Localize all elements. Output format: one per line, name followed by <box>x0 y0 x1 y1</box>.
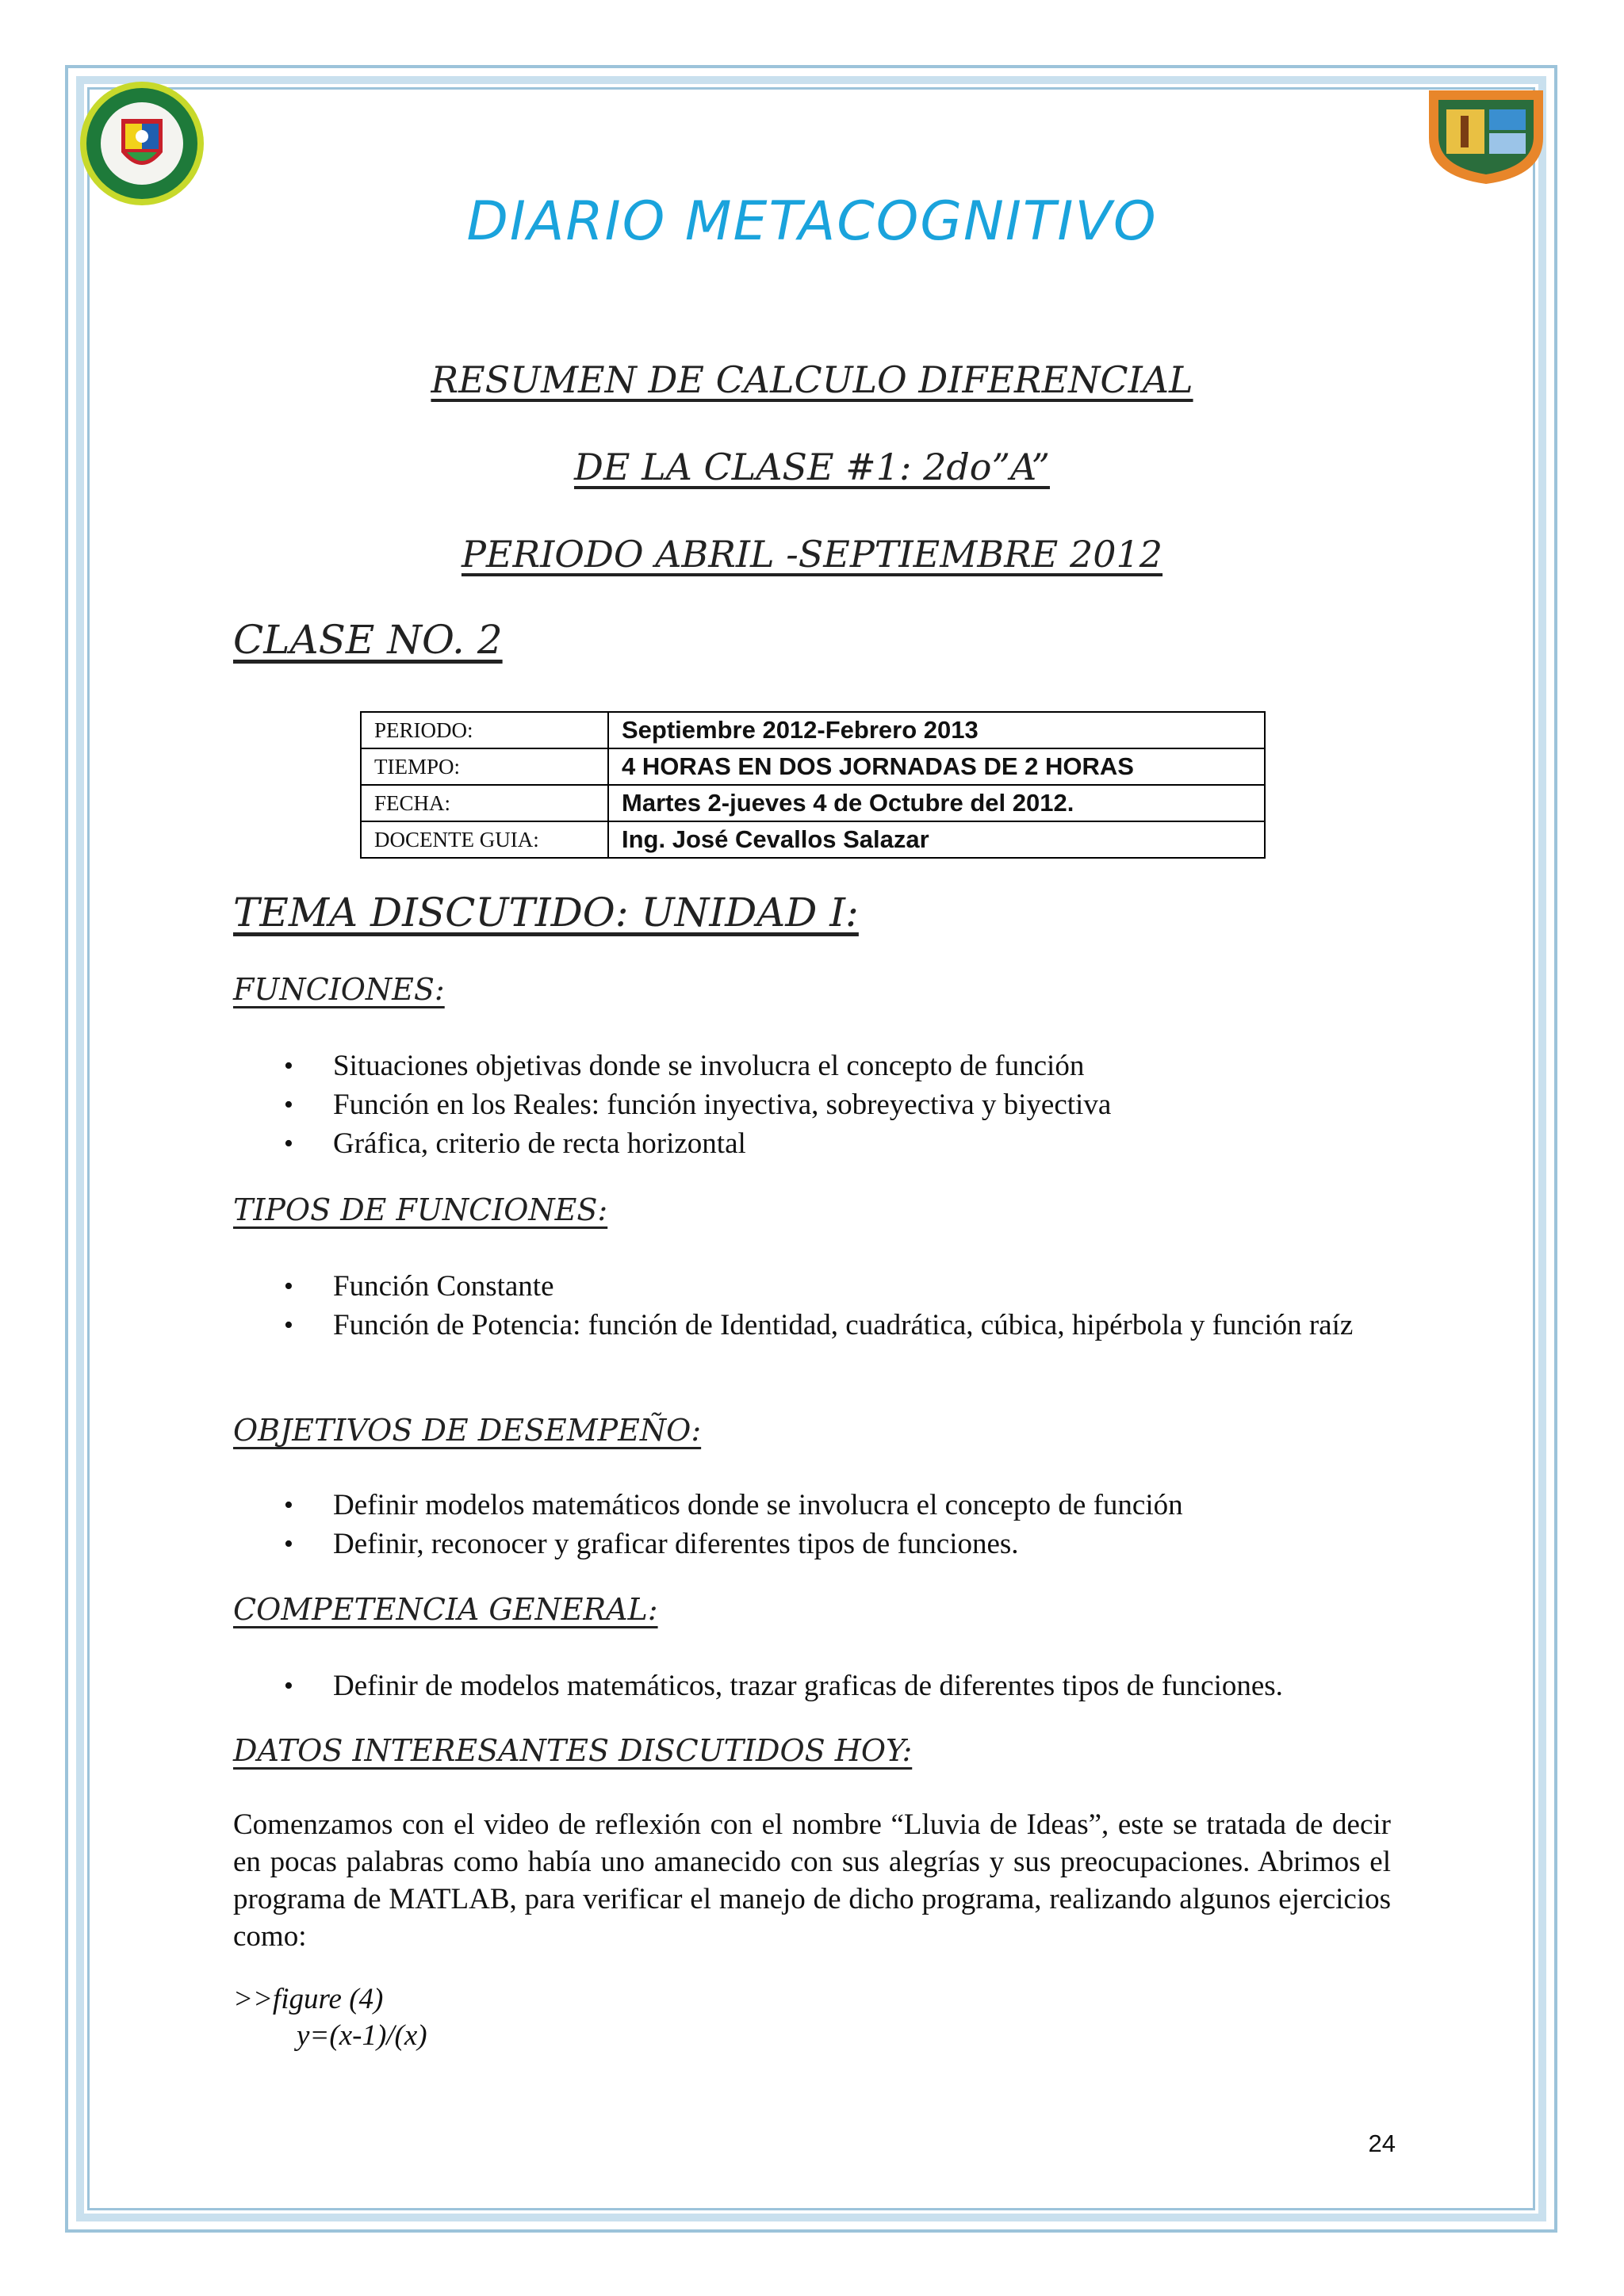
document-title: DIARIO METACOGNITIVO <box>466 190 1158 253</box>
code-line: >>figure (4) <box>233 1983 384 2015</box>
tipos-list <box>233 1267 1391 1345</box>
list-item <box>233 1267 1391 1306</box>
row-value: Martes 2-jueves 4 de Octubre del 2012. <box>608 785 1265 821</box>
tipos-heading: TIPOS DE FUNCIONES: <box>233 1192 608 1227</box>
list-item-text: Función en los Reales: función inyectiva, sobreyectiva y biyectiva <box>333 1089 1112 1121</box>
info-table <box>360 711 1266 859</box>
row-label: DOCENTE GUIA: <box>361 821 608 858</box>
list-item-text: Situaciones objetivas donde se involucra el concepto de función <box>333 1050 1085 1082</box>
row-value: Ing. José Cevallos Salazar <box>608 821 1265 858</box>
list-item-text: Función Constante <box>333 1270 554 1303</box>
table-row <box>361 748 1265 785</box>
clase-heading: CLASE NO. 2 <box>233 617 503 663</box>
list-item <box>233 1306 1391 1345</box>
datos-paragraph: Comenzamos con el video de reflexión con el nombre “Lluvia de Ideas”, este se tratada de decir en pocas palabras como había uno amanecido con sus alegrías y sus preocupaciones. Abrimos el programa de MATLAB, para verificar el manejo de dicho programa, realizando algunos ejercicios como: <box>233 1808 1391 1953</box>
list-item <box>233 1085 1391 1124</box>
list-item-text: Función de Potencia: función de Identidad, cuadrática, cúbica, hipérbola y función raíz <box>333 1309 1354 1341</box>
subtitle-course: RESUMEN DE CALCULO DIFERENCIAL <box>431 358 1193 401</box>
table-row <box>361 821 1265 858</box>
competencia-list <box>233 1667 1391 1705</box>
bullet-icon: • <box>284 1129 293 1158</box>
tema-heading: TEMA DISCUTIDO: UNIDAD I: <box>233 890 859 936</box>
bullet-icon: • <box>284 1311 293 1340</box>
row-value: Septiembre 2012-Febrero 2013 <box>608 712 1265 748</box>
page-number: 24 <box>1368 2130 1396 2157</box>
bullet-icon: • <box>284 1671 293 1701</box>
datos-heading: DATOS INTERESANTES DISCUTIDOS HOY: <box>233 1733 913 1768</box>
list-item <box>233 1047 1391 1085</box>
objetivos-heading: OBJETIVOS DE DESEMPEÑO: <box>233 1413 702 1448</box>
row-label: TIEMPO: <box>361 748 608 785</box>
list-item <box>233 1486 1391 1525</box>
table-row <box>361 712 1265 748</box>
objetivos-list <box>233 1486 1391 1563</box>
bullet-icon: • <box>284 1051 293 1081</box>
competencia-heading: COMPETENCIA GENERAL: <box>233 1592 658 1627</box>
bullet-icon: • <box>284 1490 293 1520</box>
list-item <box>233 1124 1391 1163</box>
university-seal-icon <box>78 79 206 208</box>
bullet-icon: • <box>284 1090 293 1119</box>
list-item-text: Definir, reconocer y graficar diferentes tipos de funciones. <box>333 1528 1019 1560</box>
row-value: 4 HORAS EN DOS JORNADAS DE 2 HORAS <box>608 748 1265 785</box>
faculty-shield-icon <box>1423 82 1549 187</box>
row-label: PERIODO: <box>361 712 608 748</box>
funciones-heading: FUNCIONES: <box>233 972 445 1007</box>
code-line: y=(x-1)/(x) <box>297 2019 427 2052</box>
list-item <box>233 1667 1391 1705</box>
list-item <box>233 1525 1391 1563</box>
subtitle-class: DE LA CLASE #1: 2do”A” <box>574 446 1050 488</box>
bullet-icon: • <box>284 1529 293 1559</box>
bullet-icon: • <box>284 1272 293 1301</box>
subtitle-period: PERIODO ABRIL -SEPTIEMBRE 2012 <box>461 533 1163 576</box>
list-item-text: Definir modelos matemáticos donde se involucra el concepto de función <box>333 1489 1183 1521</box>
list-item-text: Definir de modelos matemáticos, trazar graficas de diferentes tipos de funciones. <box>333 1670 1283 1702</box>
row-label: FECHA: <box>361 785 608 821</box>
funciones-list <box>233 1047 1391 1163</box>
table-row <box>361 785 1265 821</box>
list-item-text: Gráfica, criterio de recta horizontal <box>333 1127 746 1160</box>
